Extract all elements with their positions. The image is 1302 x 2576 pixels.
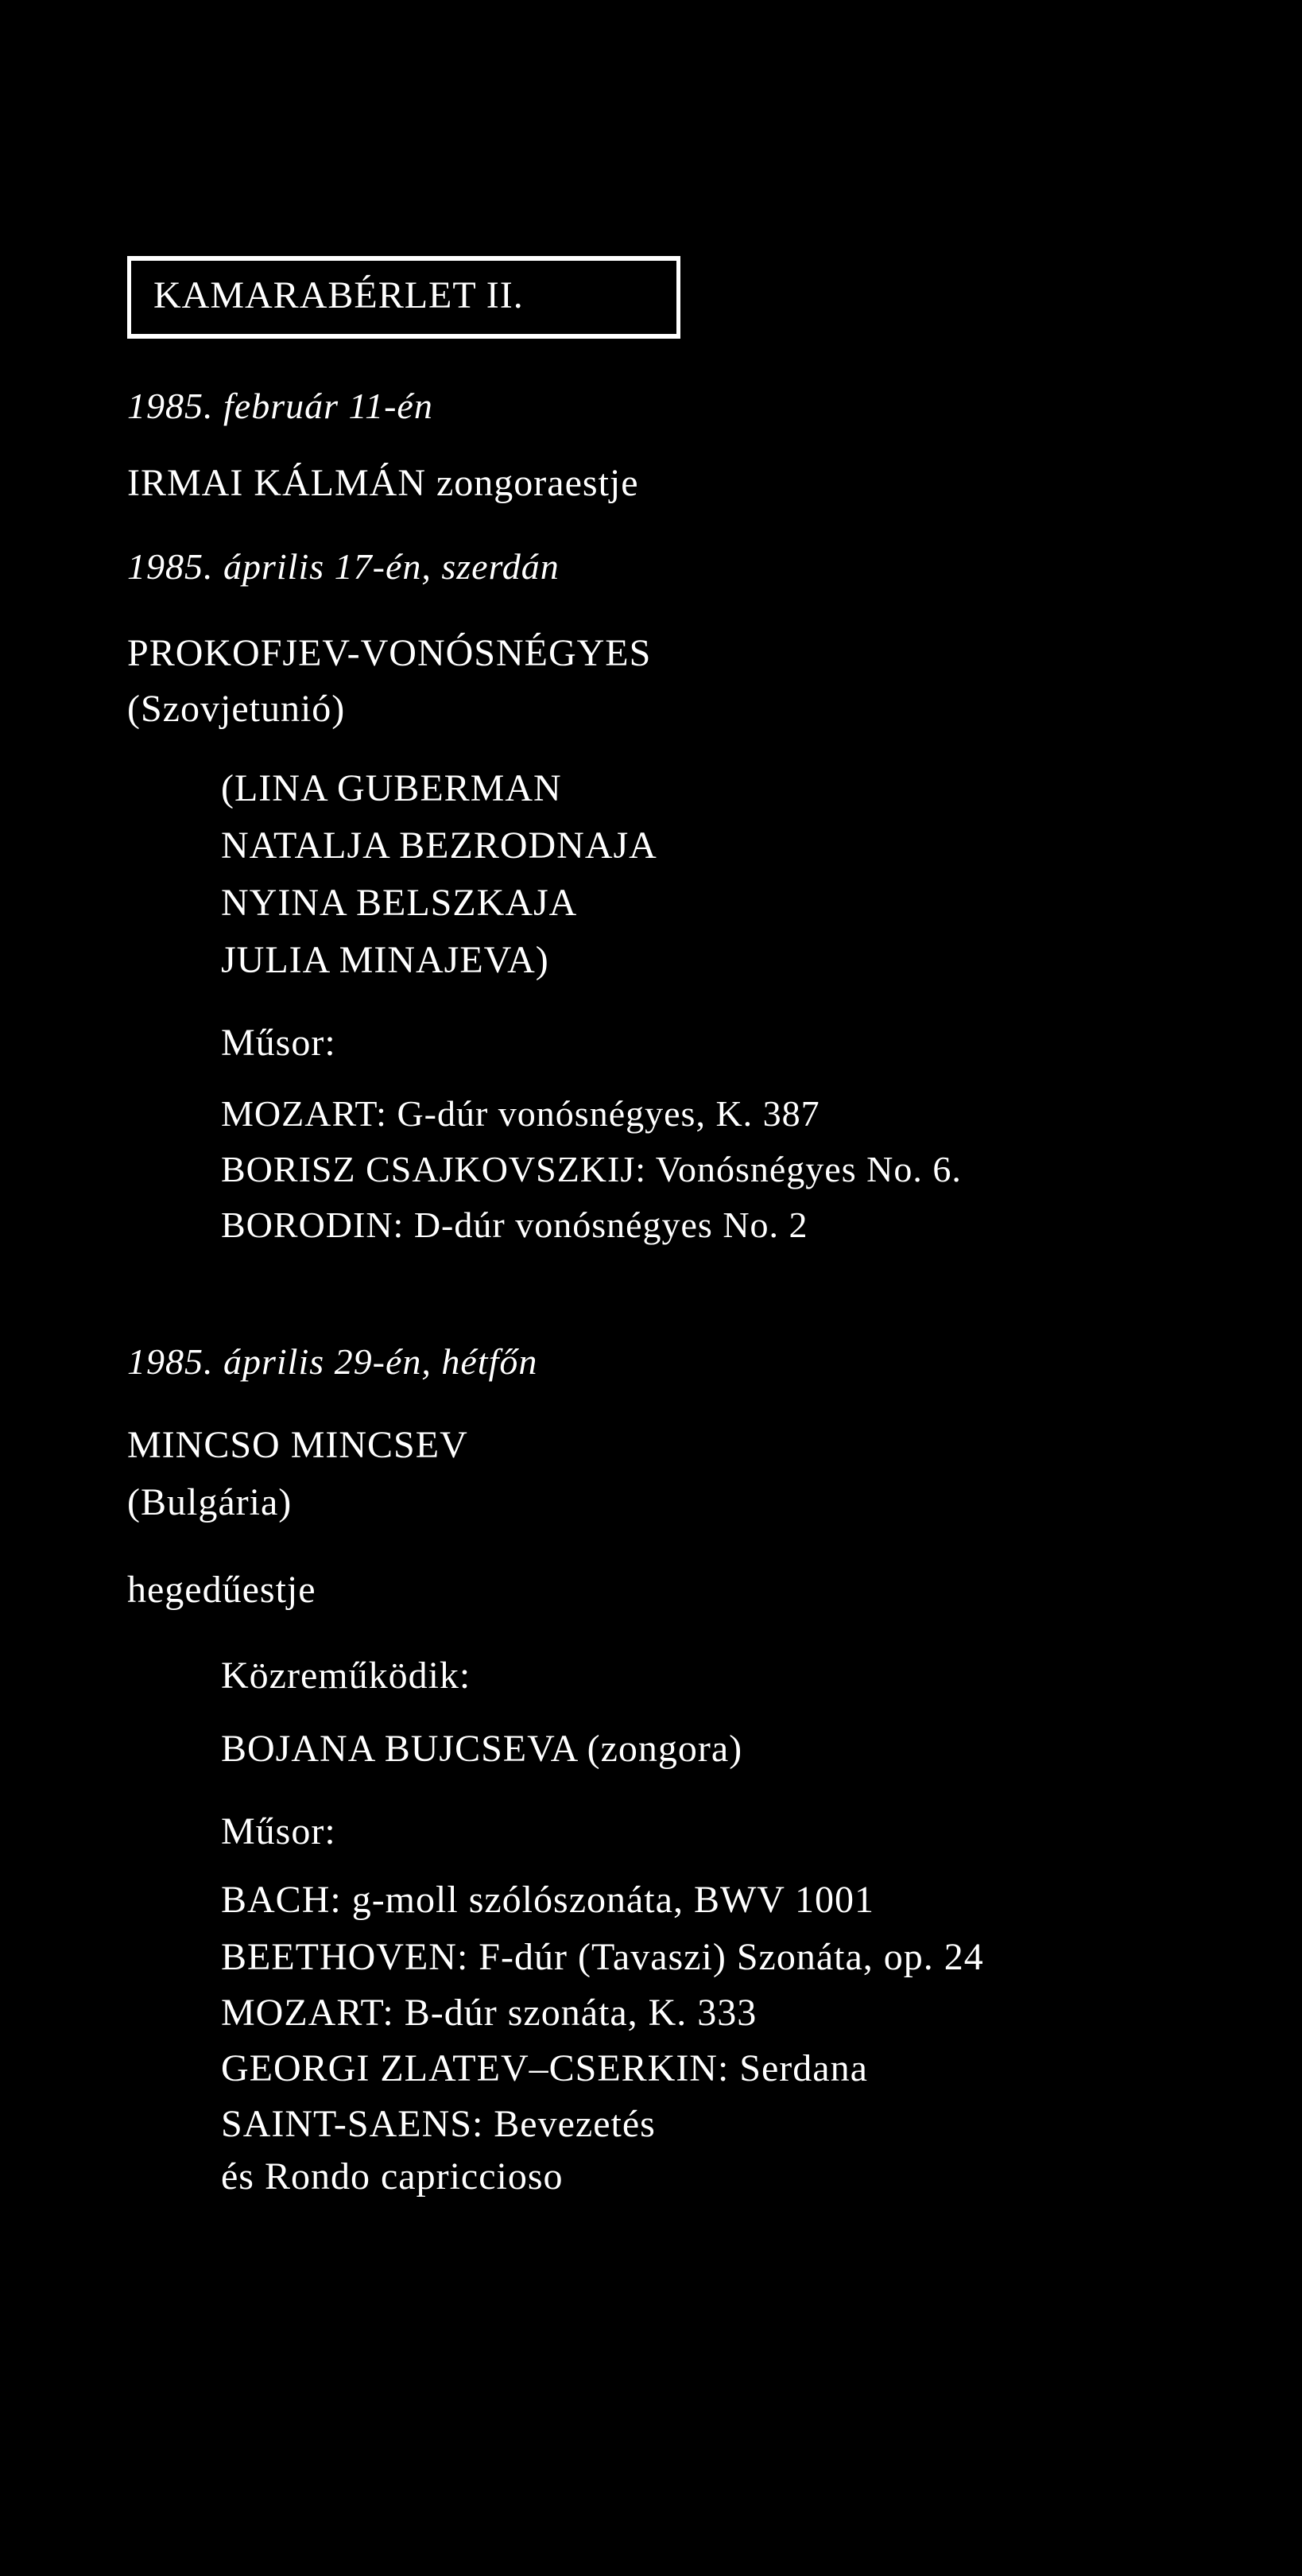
event2-country: (Szovjetunió)	[127, 688, 346, 730]
event3-country: (Bulgária)	[127, 1481, 293, 1523]
event2-program-item: MOZART: G-dúr vonósnégyes, K. 387	[221, 1093, 820, 1134]
header-box	[127, 256, 680, 339]
event3-performer: MINCSO MINCSEV	[127, 1424, 468, 1466]
event2-member: NATALJA BEZRODNAJA	[221, 824, 657, 867]
event2-program-item: BORODIN: D-dúr vonósnégyes No. 2	[221, 1205, 808, 1245]
event2-date: 1985. április 17-én, szerdán	[127, 546, 560, 587]
event3-program-label: Műsor:	[221, 1810, 336, 1852]
event3-program-item: BACH: g-moll szólószonáta, BWV 1001	[221, 1879, 875, 1921]
event1-performer: IRMAI KÁLMÁN zongoraestje	[127, 462, 639, 504]
series-title: KAMARABÉRLET II.	[153, 274, 524, 316]
event1-date: 1985. február 11-én	[127, 386, 433, 426]
event2-program-label: Műsor:	[221, 1022, 336, 1064]
event3-program-item: BEETHOVEN: F-dúr (Tavaszi) Szonáta, op. 24	[221, 1936, 984, 1978]
event3-program-item: MOZART: B-dúr szonáta, K. 333	[221, 1992, 758, 2034]
event2-member: (LINA GUBERMAN	[221, 767, 562, 809]
event2-ensemble: PROKOFJEV-VONÓSNÉGYES	[127, 632, 652, 674]
event2-member: NYINA BELSZKAJA	[221, 882, 578, 924]
event3-program-item: és Rondo capriccioso	[221, 2155, 564, 2198]
event3-date: 1985. április 29-én, hétfőn	[127, 1341, 538, 1382]
event3-program-item: SAINT-SAENS: Bevezetés	[221, 2103, 656, 2145]
event2-program-item: BORISZ CSAJKOVSZKIJ: Vonósnégyes No. 6.	[221, 1149, 962, 1189]
event2-member: JULIA MINAJEVA)	[221, 939, 549, 981]
event3-collaborator: BOJANA BUJCSEVA (zongora)	[221, 1728, 743, 1770]
event3-collab-label: Közreműködik:	[221, 1655, 471, 1697]
event3-type: hegedűestje	[127, 1569, 316, 1611]
event3-program-item: GEORGI ZLATEV–CSERKIN: Serdana	[221, 2047, 868, 2089]
